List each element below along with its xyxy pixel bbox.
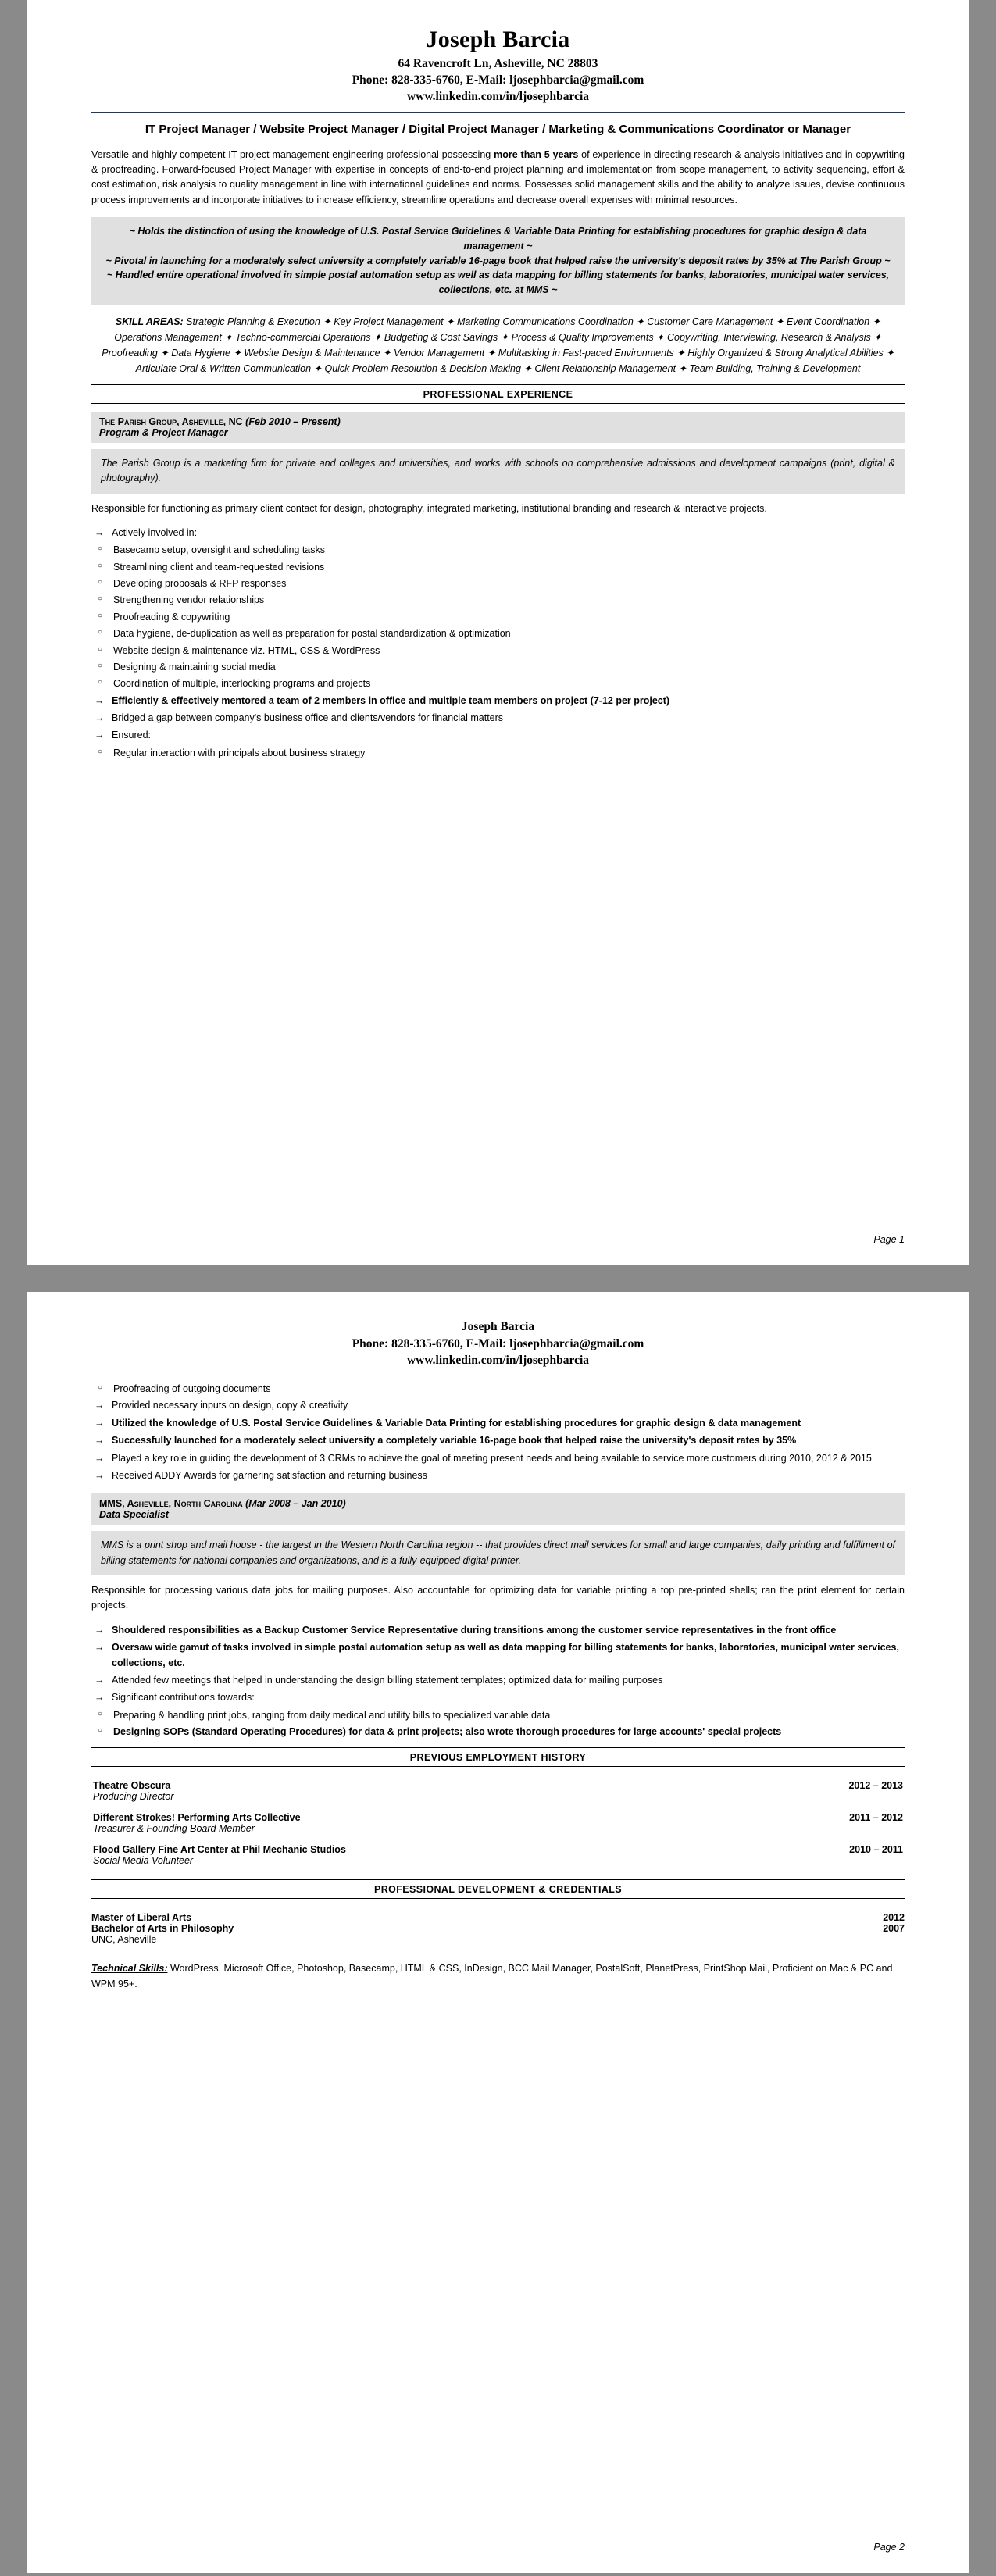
candidate-phone-email: Phone: 828-335-6760, E-Mail: ljosephbarcia@gmail.com — [352, 73, 644, 87]
employment-role: Social Media Volunteer — [93, 1855, 194, 1867]
section-professional-experience: PROFESSIONAL EXPERIENCE — [91, 384, 905, 404]
list-item: → Shouldered responsibilities as a Backup Customer Service Representative during transitions among the customer service representatives in the front office — [91, 1623, 905, 1638]
job2-dates: (Mar 2008 – Jan 2010) — [245, 1498, 346, 1510]
list-item: → Successfully launched for a moderately select university a completely variable 16-page book that helped raise the university's deposit rates by 35% — [91, 1433, 905, 1448]
list-item: ○ Website design & maintenance viz. HTML, CSS & WordPress — [91, 644, 905, 658]
list-item: ○ Designing & maintaining social media — [91, 660, 905, 675]
page2-header — [91, 1318, 905, 1369]
page-gap — [0, 1265, 996, 1279]
list-item: → Oversaw wide gamut of tasks involved in simple postal automation setup as well as data mapping for billing statements for banks, laboratories, municipal water services, collections, etc. — [91, 1640, 905, 1671]
skill-areas-label: SKILL AREAS: — [115, 316, 184, 327]
employment-role: Treasurer & Founding Board Member — [93, 1823, 255, 1835]
credential-year: 2012 — [883, 1912, 905, 1924]
job1-bullets — [91, 526, 905, 541]
job2-company-description: MMS is a print shop and mail house - the largest in the Western North Carolina region -- that provides direct mail services for small and large companies, daily printing and fulfillment of billing statements for national companies and organizations, and is a fully-equipped digital printer. — [91, 1531, 905, 1575]
job2-header — [91, 1493, 905, 1525]
job1-bullets-cont — [91, 694, 905, 744]
employment-title: Flood Gallery Fine Art Center at Phil Mechanic Studios — [93, 1844, 346, 1856]
page2-phone-email: Phone: 828-335-6760, E-Mail: ljosephbarcia@gmail.com — [352, 1336, 644, 1350]
list-item: ○ Streamlining client and team-requested revisions — [91, 560, 905, 575]
employment-row-3 — [91, 1839, 905, 1871]
employment-years: 2010 – 2011 — [849, 1844, 903, 1856]
job1-intro: Responsible for functioning as primary client contact for design, photography, integrated marketing, institutional branding and research & interactive projects. — [91, 502, 767, 514]
job1-dates: (Feb 2010 – Present) — [245, 416, 341, 427]
job1-bullet-ensured: → Ensured: — [91, 728, 905, 743]
career-highlights — [91, 217, 905, 305]
candidate-address: 64 Ravencroft Ln, Asheville, NC 28803 — [398, 57, 598, 70]
list-item: ○ Proofreading & copywriting — [91, 610, 905, 625]
page2-name: Joseph Barcia — [461, 1320, 535, 1333]
technical-skills-label: Technical Skills: — [91, 1963, 168, 1975]
summary-post: of experience in directing research & analysis initiatives and in copywriting & proofreading. Forward-focused Project Manager with expertise in concepts of end-to-end project planning and implementation from scope management, to activity sequencing, effort & cost estimation, risk analysis to quality management in line with international guidelines and norms. Possesses solid management skills and the ability to analyze issues, devise continuous process improvements and incorporate initiatives to increase efficiency, streamline operations and decrease overall expenses with minimal resources. — [91, 148, 905, 205]
credential-degree: Bachelor of Arts in Philosophy — [91, 1923, 234, 1935]
list-item: ○ Designing SOPs (Standard Operating Procedures) for data & print projects; also wrote thorough procedures for large accounts' special projects — [91, 1725, 905, 1739]
credentials-block — [91, 1907, 905, 1945]
summary-emphasis: more than 5 years — [494, 148, 579, 160]
skill-areas-list: Strategic Planning & Execution ✦ Key Project Management ✦ Marketing Communications Coordination ✦ Customer Care Management ✦ Event Coordination ✦ Operations Management ✦ Techno-commercial Operations ✦ Budgeting & Cost Savings ✦ Process & Quality Improvements ✦ Copywriting, Interviewing, Research & Analysis ✦ Proofreading ✦ Data Hygiene ✦ Website Design & Maintenance ✦ Vendor Management ✦ Multitasking in Fast-paced Environments ✦ Highly Organized & Strong Analytical Abilities ✦ Articulate Oral & Written Communication ✦ Quick Problem Resolution & Decision Making ✦ Client Relationship Management ✦ Team Building, Training & Development — [102, 316, 894, 374]
list-item: ○ Preparing & handling print jobs, ranging from daily medical and utility bills to specialized variable data — [91, 1708, 905, 1723]
credential-school: UNC, Asheville — [91, 1934, 157, 1946]
list-item: → Played a key role in guiding the development of 3 CRMs to achieve the goal of meeting present needs and being available to service more customers during 2010, 2012 & 2015 — [91, 1451, 905, 1466]
job1-sub-bullets — [91, 543, 905, 691]
resume-page-1 — [27, 0, 969, 1265]
summary-pre: Versatile and highly competent IT project management engineering professional possessing — [91, 148, 494, 160]
job1-continued-sub — [91, 1382, 905, 1397]
list-item: ○ Coordination of multiple, interlocking programs and projects — [91, 676, 905, 691]
job1-continued-bullets — [91, 1398, 905, 1483]
credential-year: 2007 — [883, 1923, 905, 1935]
job2-bullets — [91, 1623, 905, 1706]
candidate-name: Joseph Barcia — [426, 27, 570, 52]
page-number-1: Page 1 — [873, 1234, 905, 1245]
section-credentials: PROFESSIONAL DEVELOPMENT & CREDENTIALS — [91, 1879, 905, 1899]
job2-title: Data Specialist — [99, 1509, 169, 1521]
list-item: → Provided necessary inputs on design, copy & creativity — [91, 1398, 905, 1413]
list-item: ○ Regular interaction with principals about business strategy — [91, 746, 905, 761]
employment-years: 2011 – 2012 — [849, 1812, 903, 1824]
employment-years: 2012 – 2013 — [848, 1780, 903, 1792]
skill-areas — [91, 314, 905, 376]
job2-company-line — [99, 1498, 897, 1509]
header-divider — [91, 112, 905, 113]
list-item: ○ Basecamp setup, oversight and scheduling tasks — [91, 543, 905, 558]
employment-row-1 — [91, 1775, 905, 1807]
credential-degree: Master of Liberal Arts — [91, 1912, 192, 1924]
job2-company: MMS, Asheville, North Carolina — [99, 1498, 243, 1510]
technical-skills — [91, 1953, 905, 1992]
employment-row-2 — [91, 1807, 905, 1839]
job1-company-description: The Parish Group is a marketing firm for private and colleges and universities, and works with schools on comprehensive admissions and development campaigns (print, digital & photography). — [91, 449, 905, 494]
job1-title: Program & Project Manager — [99, 426, 228, 438]
job2-intro: Responsible for processing various data jobs for mailing purposes. Also accountable for optimizing data for variable printing a top pre-printed shells; ran the print element for certain projects. — [91, 1585, 905, 1611]
list-item: → Attended few meetings that helped in understanding the design billing statement templates; optimized data for mailing purposes — [91, 1673, 905, 1688]
highlight-1: ~ Holds the distinction of using the knowledge of U.S. Postal Service Guidelines & Variable Data Printing for establishing procedures for graphic design & data management ~ — [129, 226, 867, 252]
list-item: → Significant contributions towards: — [91, 1690, 905, 1705]
page2-linkedin: www.linkedin.com/in/ljosephbarcia — [406, 1354, 590, 1368]
employment-title: Theatre Obscura — [93, 1780, 171, 1792]
list-item: ○ Data hygiene, de-duplication as well as preparation for postal standardization & optimization — [91, 626, 905, 641]
candidate-linkedin: www.linkedin.com/in/ljosephbarcia — [406, 89, 590, 103]
employment-title: Different Strokes! Performing Arts Collective — [93, 1812, 301, 1824]
job1-bullet-bridged: → Bridged a gap between company's business office and clients/vendors for financial matters — [91, 711, 905, 726]
job1-company-line — [99, 416, 897, 427]
job1-bullet-actively: → Actively involved in: — [91, 526, 905, 541]
job1-header — [91, 412, 905, 443]
job1-ensured-sub — [91, 746, 905, 761]
professional-summary — [91, 148, 905, 209]
employment-role: Producing Director — [93, 1791, 174, 1803]
page-number-2: Page 2 — [873, 2542, 905, 2553]
highlight-3: ~ Handled entire operational involved in simple postal automation setup as well as data mapping for billing statements for banks, laboratories, municipal water services, collections, etc. at MMS ~ — [106, 269, 890, 296]
target-roles-headline: IT Project Manager / Website Project Manager / Digital Project Manager / Marketing & Communications Coordinator or Manager — [145, 122, 851, 136]
list-item: ○ Strengthening vendor relationships — [91, 593, 905, 608]
resume-page-2 — [27, 1292, 969, 2573]
job2-sub-bullets — [91, 1708, 905, 1740]
highlight-2: ~ Pivotal in launching for a moderately select university a completely variable 16-page book that helped raise the university's deposit rates by 35% at The Parish Group ~ — [105, 255, 891, 266]
credential-row-2 — [91, 1923, 905, 1934]
list-item: ○ Developing proposals & RFP responses — [91, 576, 905, 591]
technical-skills-list: WordPress, Microsoft Office, Photoshop, Basecamp, HTML & CSS, InDesign, BCC Mail Manager, PostalSoft, PlanetPress, PrintShop Mail, Proficient on Mac & PC and WPM 95+. — [91, 1963, 893, 1989]
list-item: → Utilized the knowledge of U.S. Postal Service Guidelines & Variable Data Printing for establishing procedures for graphic design & data management — [91, 1416, 905, 1431]
job1-company: The Parish Group, Asheville, NC — [99, 416, 243, 427]
job1-bullet-mentored: → Efficiently & effectively mentored a team of 2 members in office and multiple team members on project (7-12 per project) — [91, 694, 905, 708]
section-previous-employment: PREVIOUS EMPLOYMENT HISTORY — [91, 1747, 905, 1767]
list-item: → Received ADDY Awards for garnering satisfaction and returning business — [91, 1468, 905, 1483]
credential-row-1 — [91, 1912, 905, 1923]
list-item: ○ Proofreading of outgoing documents — [91, 1382, 905, 1397]
